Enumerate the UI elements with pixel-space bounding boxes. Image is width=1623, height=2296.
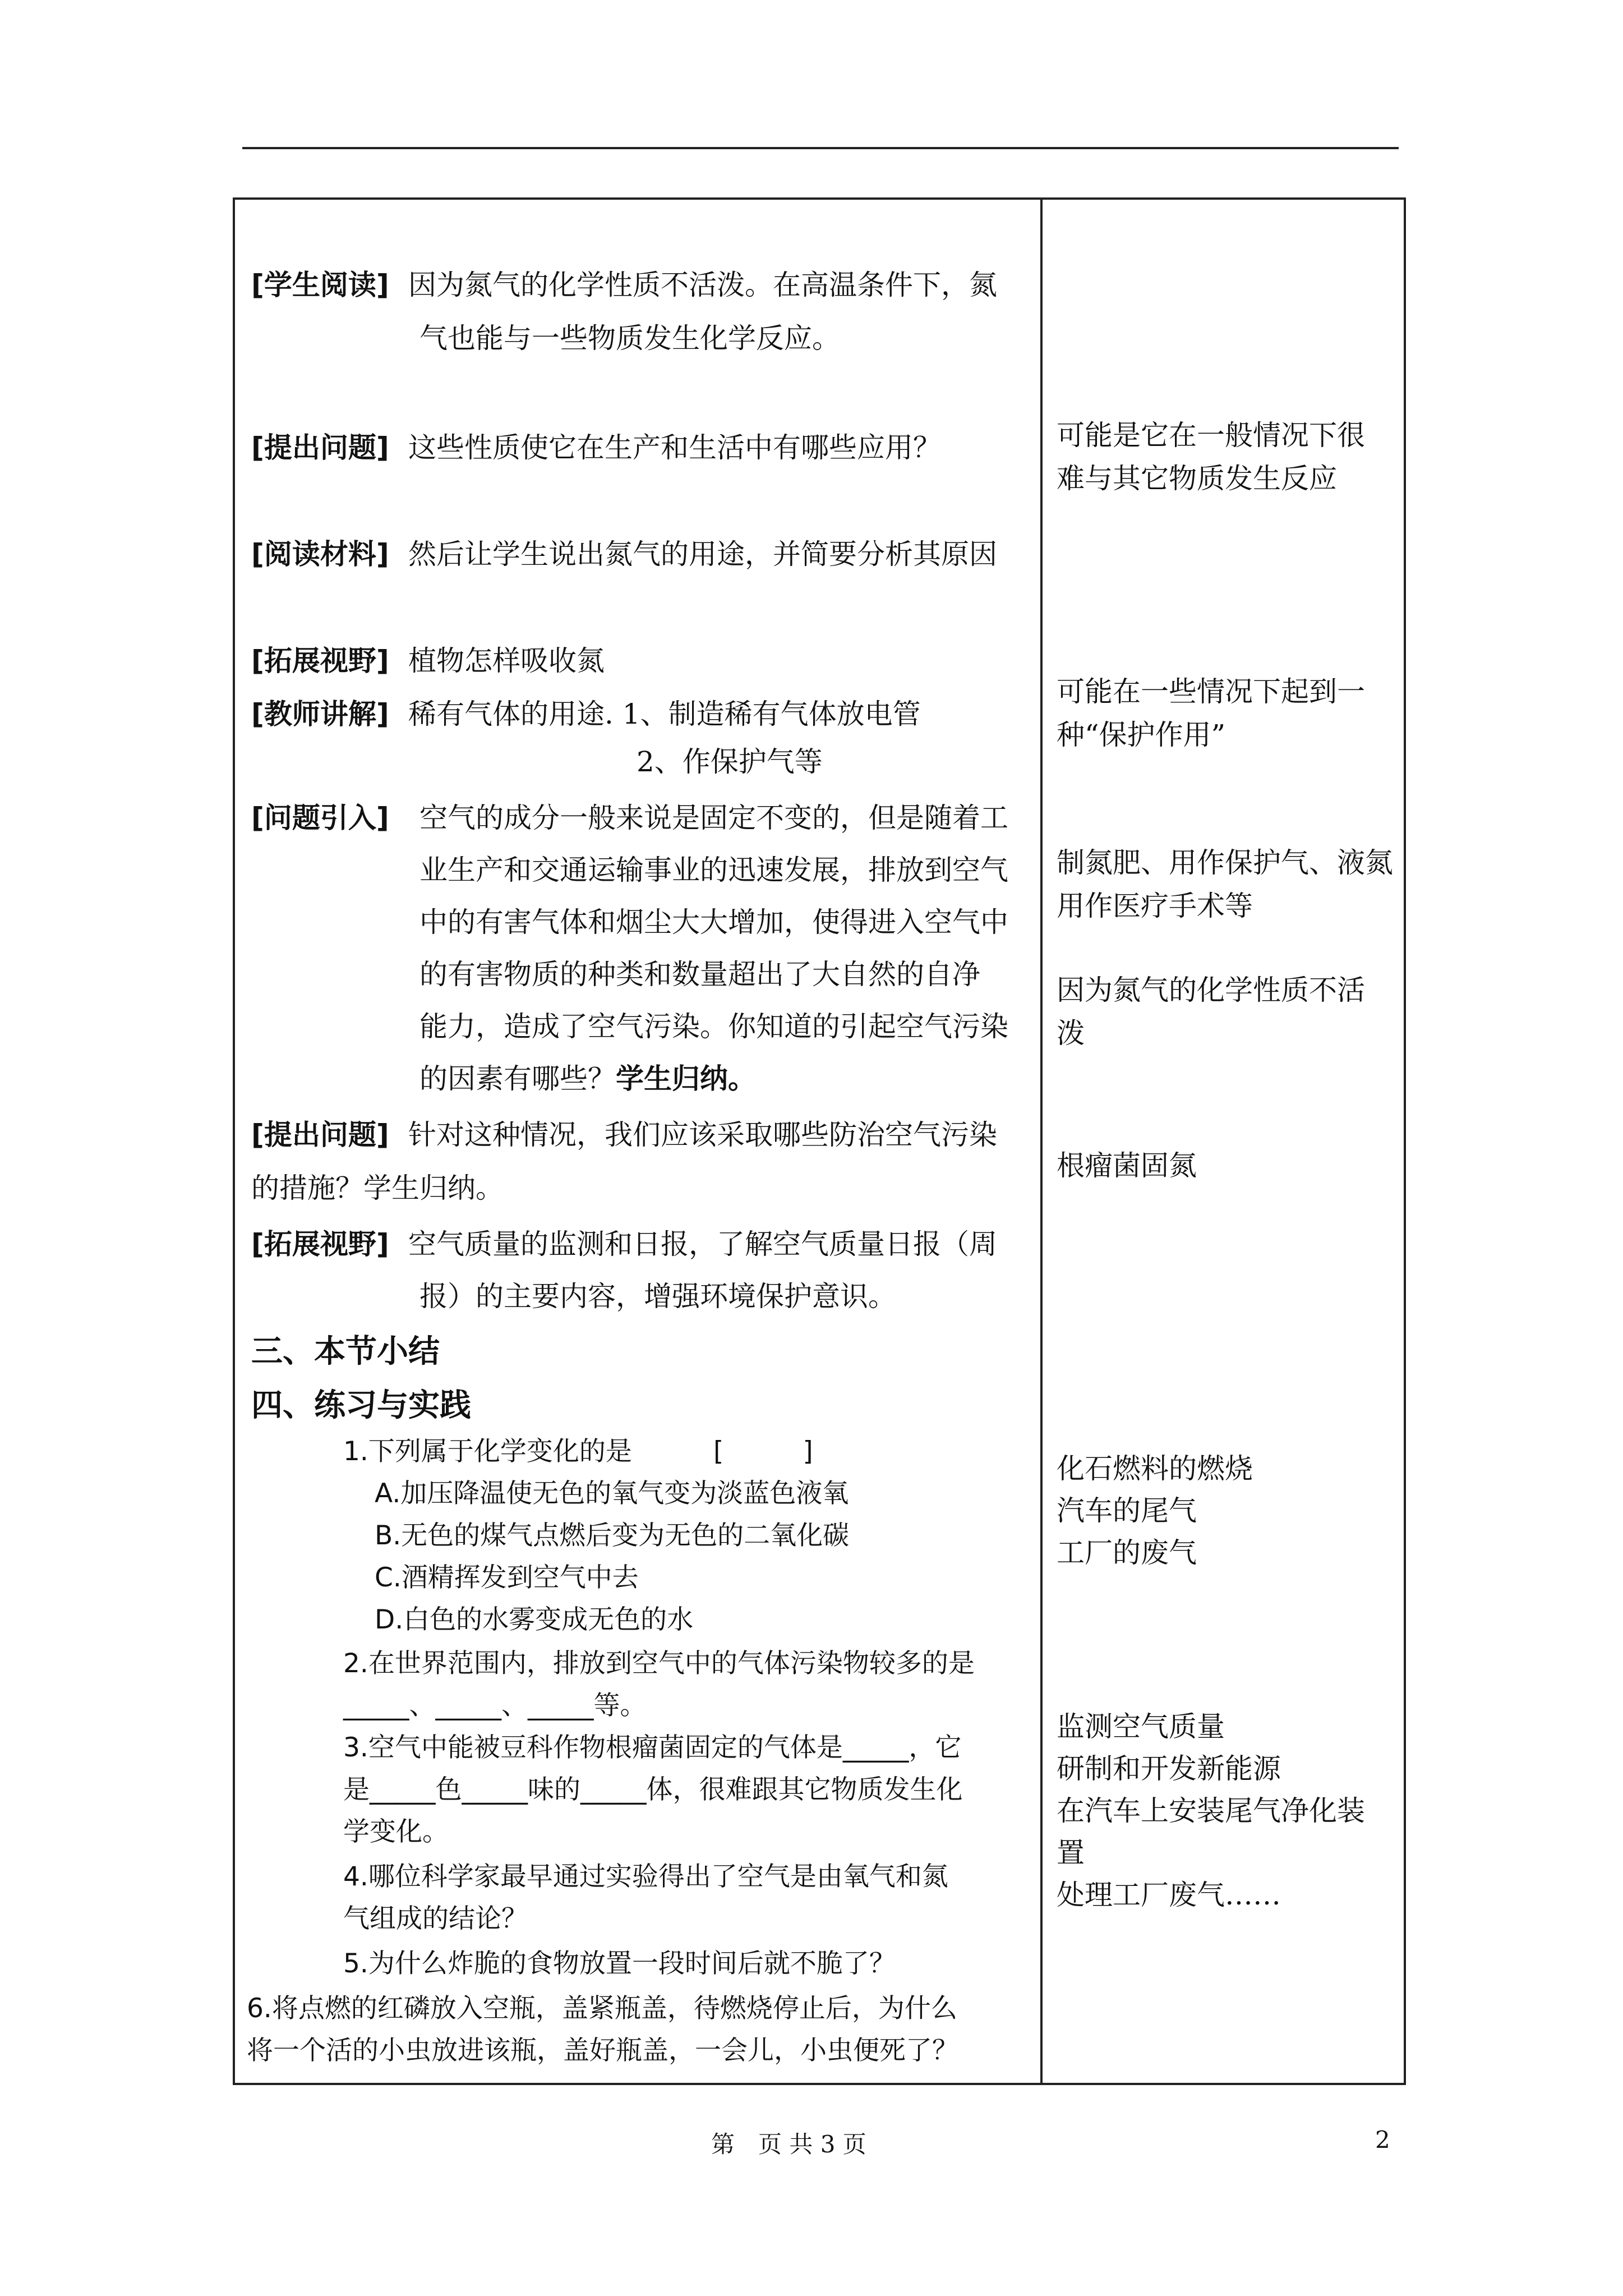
text-line: 报）的主要内容，增强环境保护意识。 xyxy=(419,1280,896,1313)
answer-line: 处理工厂废气…… xyxy=(1057,1879,1281,1911)
tag-student-reading: [学生阅读] xyxy=(251,269,389,301)
tag-extended-view: [拓展视野] xyxy=(251,1228,389,1260)
answer-line: 根瘤菌固氮 xyxy=(1057,1149,1197,1182)
text-line: 业生产和交通运输事业的迅速发展，排放到空气 xyxy=(419,854,1008,886)
option-b: B.无色的煤气点燃后变为无色的二氧化碳 xyxy=(375,1520,850,1551)
answer-line: 用作医疗手术等 xyxy=(1057,890,1253,922)
text-line: 的有害物质的种类和数量超出了大自然的自净 xyxy=(419,958,980,991)
text-line: 中的有害气体和烟尘大大增加，使得进入空气中 xyxy=(419,906,1008,938)
question-2: 2.在世界范围内，排放到空气中的气体污染物较多的是 xyxy=(343,1648,975,1679)
text-line xyxy=(419,1057,756,1100)
page-number: 2 xyxy=(1375,2126,1390,2154)
text-line: 气也能与一些物质发生化学反应。 xyxy=(419,322,840,355)
question-3: 3.空气中能被豆科作物根瘤菌固定的气体是_____，它 xyxy=(343,1732,962,1763)
column-divider xyxy=(1040,197,1043,2085)
page-footer-text: 第 页 共 3 页 xyxy=(711,2131,866,2158)
text-line: 稀有气体的用途. 1、制造稀有气体放电管 xyxy=(408,698,921,730)
tag-teacher-explanation: [教师讲解] xyxy=(251,698,389,730)
answer-line: 置 xyxy=(1057,1837,1085,1869)
answer-line: 化石燃料的燃烧 xyxy=(1057,1452,1253,1485)
text-line: 针对这种情况，我们应该采取哪些防治空气污染 xyxy=(408,1119,997,1151)
question-6: 6.将点燃的红磷放入空瓶，盖紧瓶盖，待燃烧停止后，为什么 xyxy=(247,1993,957,2024)
text-line: 空气质量的监测和日报，了解空气质量日报（周 xyxy=(408,1228,997,1260)
question-1: 1.下列属于化学变化的是 xyxy=(343,1436,632,1467)
text-line: 植物怎样吸收氮 xyxy=(408,645,605,677)
text-fragment: 的因素有哪些？ xyxy=(419,1062,616,1095)
tag-question-intro: [问题引入] xyxy=(251,802,389,834)
header-rule xyxy=(242,147,1399,149)
option-d: D.白色的水雾变成无色的水 xyxy=(375,1604,694,1635)
answer-line: 难与其它物质发生反应 xyxy=(1057,462,1337,495)
text-line: 能力，造成了空气污染。你知道的引起空气污染 xyxy=(419,1010,1008,1043)
answer-line: 可能是它在一般情况下很 xyxy=(1057,419,1365,452)
answer-line: 监测空气质量 xyxy=(1057,1710,1225,1743)
question-3-cont: 学变化。 xyxy=(343,1816,449,1847)
option-a: A.加压降温使无色的氧气变为淡蓝色液氧 xyxy=(375,1478,849,1509)
answer-line: 可能在一些情况下起到一 xyxy=(1057,675,1365,708)
answer-line: 制氮肥、用作保护气、液氮 xyxy=(1057,846,1393,879)
answer-line: 在汽车上安装尾气净化装 xyxy=(1057,1795,1365,1827)
answer-line: 工厂的废气 xyxy=(1057,1536,1197,1569)
answer-line: 种“保护作用” xyxy=(1057,719,1226,751)
section-heading-summary: 三、本节小结 xyxy=(251,1333,440,1370)
text-line: 2、作保护气等 xyxy=(637,746,823,778)
text-line: 然后让学生说出氮气的用途，并简要分析其原因 xyxy=(408,538,997,570)
tag-extended-view: [拓展视野] xyxy=(251,645,389,677)
question-6-cont: 将一个活的小虫放进该瓶，盖好瓶盖，一会儿，小虫便死了？ xyxy=(247,2035,958,2066)
tag-raise-question: [提出问题] xyxy=(251,1119,389,1151)
text-line: 因为氮气的化学性质不活泼。在高温条件下，氮 xyxy=(408,269,997,301)
text-line: 的措施？学生归纳。 xyxy=(251,1172,504,1204)
answer-bracket: [ ] xyxy=(713,1436,813,1467)
text-line: 空气的成分一般来说是固定不变的，但是随着工 xyxy=(419,802,1008,834)
answer-line: 泼 xyxy=(1057,1017,1085,1050)
question-5: 5.为什么炸脆的食物放置一段时间后就不脆了？ xyxy=(343,1948,896,1979)
section-heading-practice: 四、练习与实践 xyxy=(251,1387,471,1424)
answer-line: 汽车的尾气 xyxy=(1057,1494,1197,1527)
tag-reading-material: [阅读材料] xyxy=(251,538,389,570)
question-4-cont: 气组成的结论？ xyxy=(343,1903,528,1934)
text-fragment: 学生归纳。 xyxy=(616,1062,756,1095)
answer-line: 因为氮气的化学性质不活 xyxy=(1057,974,1365,1006)
question-4: 4.哪位科学家最早通过实验得出了空气是由氧气和氮 xyxy=(343,1861,948,1892)
text-line: 这些性质使它在生产和生活中有哪些应用？ xyxy=(408,431,941,464)
option-c: C.酒精挥发到空气中去 xyxy=(375,1562,639,1593)
answer-line: 研制和开发新能源 xyxy=(1057,1752,1281,1785)
question-3-cont: 是_____色_____味的_____体，很难跟其它物质发生化 xyxy=(343,1774,963,1805)
question-2-blanks: _____、_____、_____等。 xyxy=(343,1690,647,1721)
tag-raise-question: [提出问题] xyxy=(251,431,389,464)
